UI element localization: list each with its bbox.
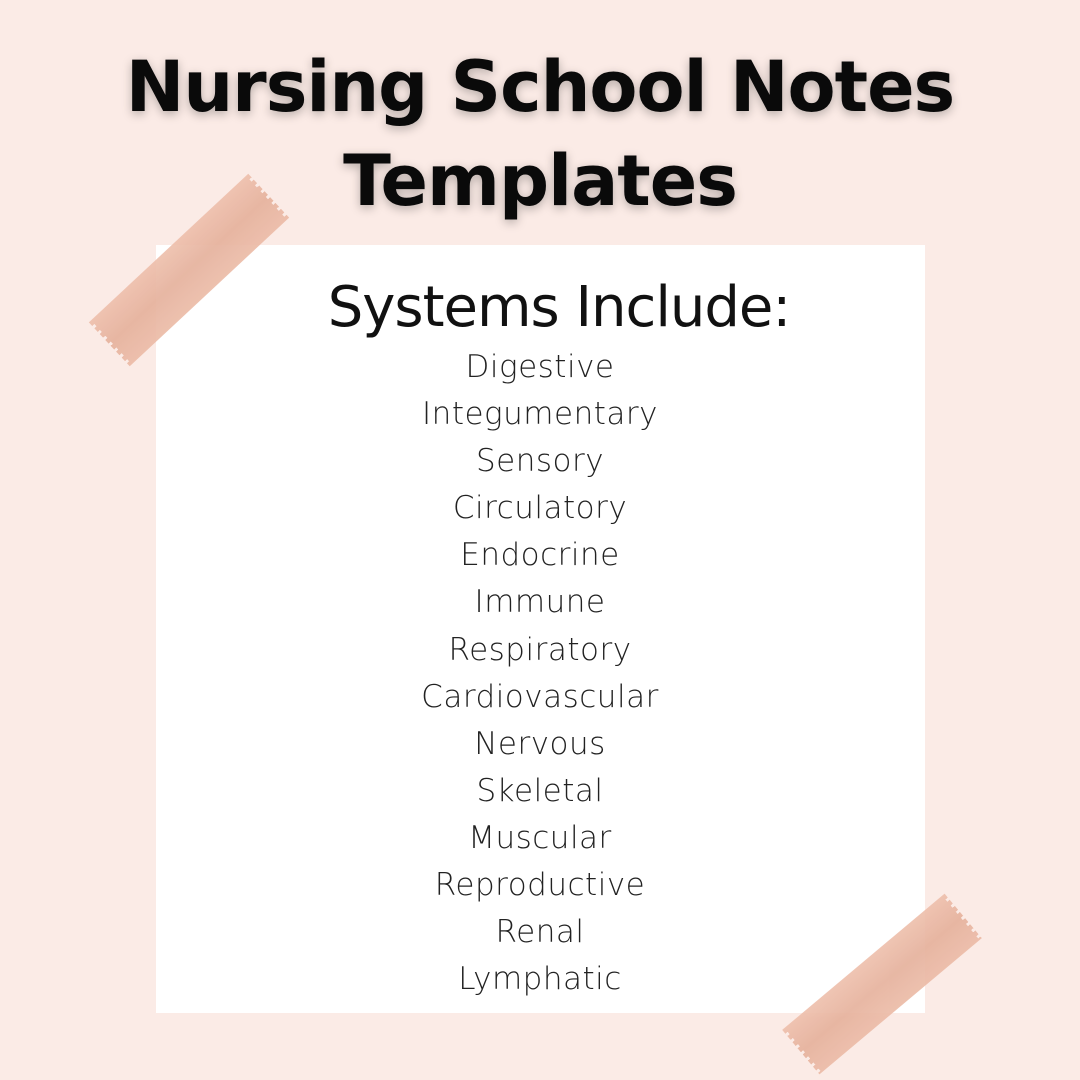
list-item: Skeletal [476,772,604,809]
list-item: Reproductive [434,867,646,904]
page-title [0,40,1080,228]
title-line-2: Templates [343,140,737,222]
list-item: Lymphatic [458,961,622,998]
list-item: Cardiovascular [421,678,659,715]
list-item: Immune [474,584,606,621]
list-item: Renal [495,914,585,951]
list-item: Sensory [475,443,605,480]
title-line-1: Nursing School Notes [125,46,955,128]
list-item: Respiratory [448,631,632,668]
list-item: Muscular [468,819,612,856]
list-item: Digestive [465,349,615,385]
systems-list [0,344,1080,1003]
list-item: Circulatory [452,490,628,527]
list-item: Endocrine [460,537,620,574]
list-item: Integumentary [422,396,658,433]
systems-heading: Systems Include: [327,275,791,340]
list-item: Nervous [474,725,606,762]
